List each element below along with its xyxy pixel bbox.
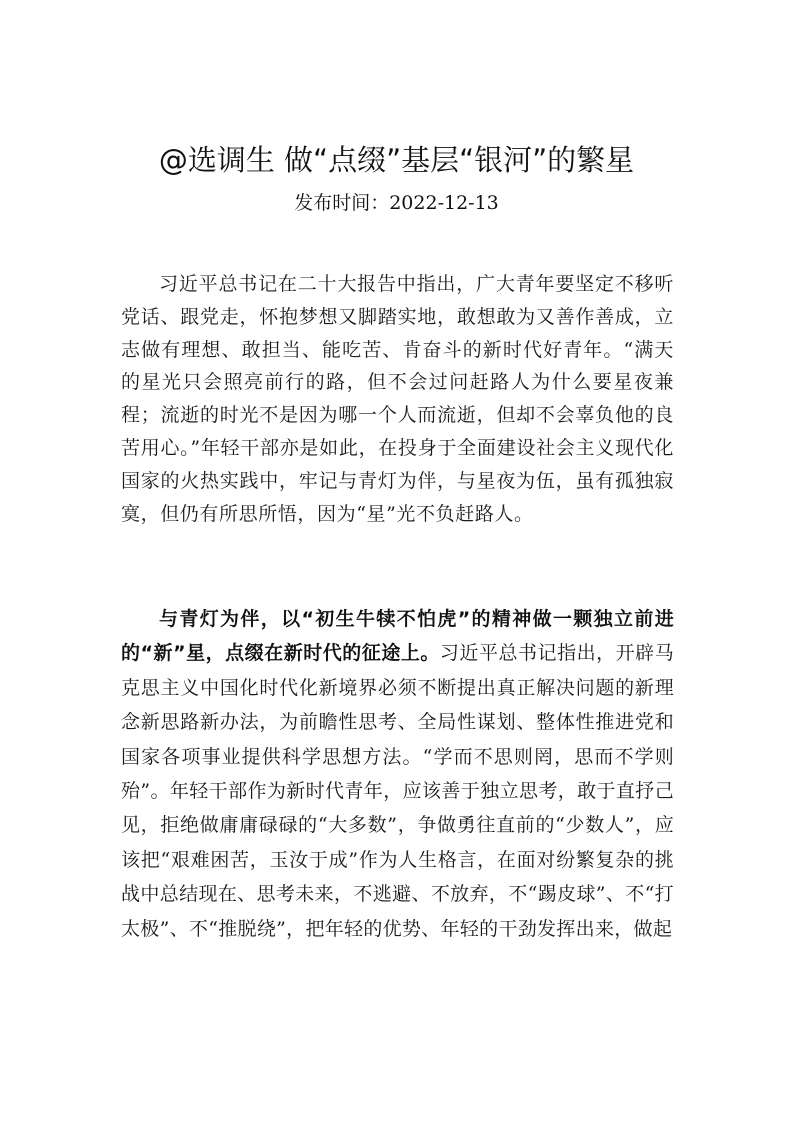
paragraph-2-heading: 与青灯为伴，以“初生牛犊不怕虎”的精神做一颗独立前进的“新”星，点缀在新时代的征途上。 [121, 608, 674, 665]
publish-date: 发布时间：2022-12-13 [294, 192, 499, 214]
paragraph-2-body: 习近平总书记指出，开辟马克思主义中国化时代化新境界必须不断提出真正解决问题的新理念新思路新办法，为前瞻性思考、全局性谋划、整体性推进党和国家各项事业提供科学思想方法。“学而不思则罔，思而不学则殆”。年轻干部作为新时代青年，应该善于独立思考，敢于直抒己见，拒绝做庸庸碌碌的“大多数”，争做勇往直前的“少数人”，应该把“艰难困苦，玉汝于成”作为人生格言，在面对纷繁复杂的挑战中总结现在、思考未来，不逃避、不放弃，不“踢皮球”、不“打太极”、不“推脱绕”，把年轻的优势、年轻的干劲发挥出来，做起 [121, 642, 675, 940]
paragraph-1-text: 习近平总书记在二十大报告中指出，广大青年要坚定不移听党话、跟党走，怀抱梦想又脚踏实地，敢想敢为又善作善成，立志做有理想、敢担当、能吃苦、肯奋斗的新时代好青年。“满天的星光只会照亮前行的路，但不会过问赶路人为什么要星夜兼程；流逝的时光不是因为哪一个人而流逝，但却不会辜负他的良苦用心。”年轻干部亦是如此，在投身于全面建设社会主义现代化国家的火热实践中，牢记与青灯为伴，与星夜为伍，虽有孤独寂寞，但仍有所思所悟，因为“星”光不负赶路人。 [121, 273, 674, 525]
paragraph-1 [121, 268, 674, 530]
article-title: @选调生 做“点缀”基层“银河”的繁星 [158, 143, 635, 177]
paragraph-2 [121, 602, 674, 946]
